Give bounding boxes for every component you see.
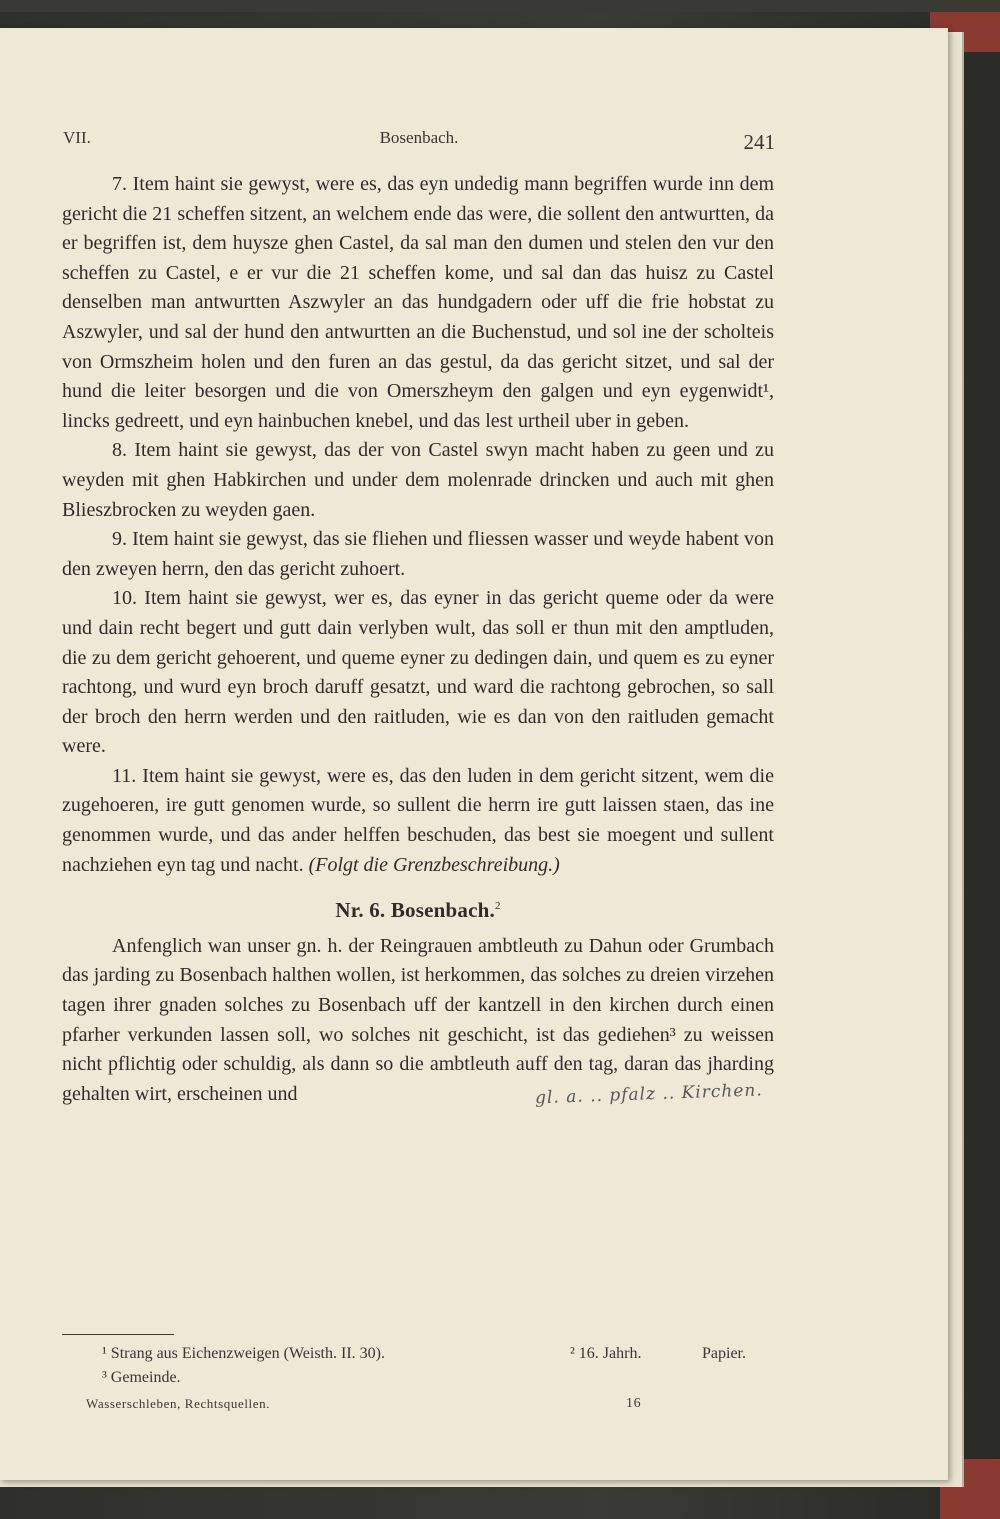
footnote-1: ¹ Strang aus Eichenzweigen (Weisth. II. 30).	[102, 1345, 385, 1362]
footnote-2-text: 16. Jahrh.	[578, 1345, 642, 1362]
section-heading-label: Nr. 6. Bosenbach.	[335, 898, 495, 923]
section-number: VII.	[63, 128, 91, 147]
paragraph-7: 7. Item haint sie gewyst, were es, das eyn undedig mann begriffen wurde inn dem gericht die 21 scheffen sitzent, an welchem ende das were, die sollent den antwurtten, da er begriffen ist, dem huysze ghen Castel, da sal man den dumen und stelen den vur den scheffen zu Castel, e er vur die 21 scheffen kome, und sal dan das huisz zu Castel denselben man antwurtten Aszwyler an das hundgadern oder uff die frie hobstat zu Aszwyler, und sal der hund den antwurtten an die Buchenstud, und sol ine der scholteis von Ormszheim holen und den furen an das gestul, da das gericht sitzet, und sal der hund die leiter besorgen und die von Omerszheym den galgen und eyn eygenwidt¹, lincks gedreett, und eyn hainbuchen knebel, und das lest urtheil uber in geben.	[62, 173, 774, 432]
editorial-note: (Folgt die Grenzbeschreibung.)	[308, 853, 560, 876]
paragraph-8: 8. Item haint sie gewyst, das der von Castel swyn macht haben zu geen und zu weyden mit ghen Habkirchen und under dem molenrade drincken und auch mit ghen Blieszbrocken zu weyden gaen.	[62, 439, 774, 521]
printer-signature	[86, 1396, 776, 1412]
footnote-row	[62, 1366, 774, 1390]
paragraph-10: 10. Item haint sie gewyst, wer es, das eyner in das gericht queme oder da were und dain recht begert und gutt dain verlyben wult, das soll er thun mit den amptluden, die zu dem gericht gehoerent, und queme eyner zu dedingen dain, und quem es zu eyner rachtong, und wurd eyn broch daruff gesatzt, und ward die rachtong gebrochen, so sall der broch den herrn werden und den raitluden, wie es dan von den raitluden gemacht were.	[62, 587, 774, 758]
paragraph-11	[62, 762, 774, 880]
footnote-3: ³ Gemeinde.	[102, 1369, 181, 1386]
section-heading	[62, 892, 774, 926]
handwritten-annotation: gl. a. .. pfalz .. Kirchen.	[534, 1080, 764, 1109]
paragraph-9: 9. Item haint sie gewyst, das sie fliehen und fliessen wasser und weyde habent von den zweyen herrn, den das gericht zuhoert.	[62, 528, 774, 580]
paragraph-11-text: 11. Item haint sie gewyst, were es, das den luden in dem gericht sitzent, wem die zugehoeren, ire gutt genomen wurde, so sullent die herrn ire gutt laissen staen, das ine genommen wurde, und das ander helffen beschuden, das best sie moegent und sullent nachziehen eyn tag und nacht.	[62, 764, 774, 876]
main-text	[62, 170, 774, 1109]
paragraph-bosenbach: Anfenglich wan unser gn. h. der Reingrauen ambtleuth zu Dahun oder Grumbach das jarding zu Bosenbach halthen wollen, ist herkommen, das solches zu dreien virzehen tagen ihrer gnaden solches zu Bosenbach uff der kantzell in den kirchen durch einen pfarher verkunden lassen soll, wo solches nit geschicht, ist das gediehen³ zu weissen nicht pflichtig oder schuldig, als dann so die ambtleuth auff den tag, daran das jharding gehalten wirt, erscheinen und	[62, 934, 774, 1105]
footnote-2-extra: Papier.	[702, 1345, 746, 1362]
page-number: 241	[743, 130, 775, 154]
running-header	[63, 128, 775, 158]
footnotes	[62, 1342, 774, 1390]
footnote-2-mark: ²	[570, 1345, 575, 1362]
heading-footnote-mark: 2	[494, 900, 501, 913]
footnote-2	[570, 1342, 641, 1366]
footnote-row	[62, 1342, 774, 1366]
signature-sheet-number: 16	[626, 1396, 642, 1411]
signature-title: Wasserschleben, Rechtsquellen.	[86, 1396, 271, 1411]
footnote-rule	[62, 1334, 174, 1335]
running-title: Bosenbach.	[379, 128, 459, 147]
